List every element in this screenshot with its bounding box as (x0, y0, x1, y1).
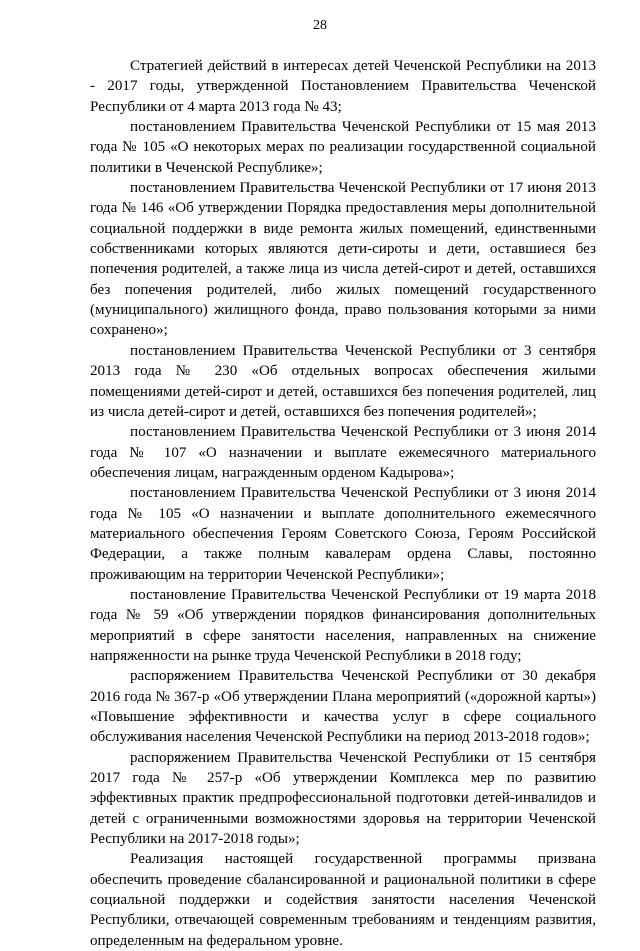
paragraph-strategy: Стратегией действий в интересах детей Чеченской Республики на 2013 - 2017 годы, утвержденной Постановлением Правительства Чеченской Республики от 4 марта 2013 года № 43; (90, 58, 596, 115)
paragraph-resolution-146: постановлением Правительства Чеченской Республики от 17 июня 2013 года № 146 «Об утверждении Порядка предоставления меры дополнительной социальной поддержки в виде ремонта жилых помещений, единственными собственниками которых являются дети-сироты и дети, оставшиеся без попечения родителей, а также лица из числа детей-сирот и детей, оставшихся без попечения родителей, либо жилых помещений государственного (муниципального) жилищного фонда, право пользования которыми за ними сохранено»; (90, 180, 596, 339)
paragraph-resolution-105-2013: постановлением Правительства Чеченской Республики от 15 мая 2013 года № 105 «О некоторых мерах по реализации государственной социальной политики в Чеченской Республике»; (90, 119, 596, 176)
document-body (90, 56, 596, 951)
paragraph-resolution-107: постановлением Правительства Чеченской Республики от 3 июня 2014 года № 107 «О назначении и выплате ежемесячного материального обеспечения лицам, награжденным орденом Кадырова»; (90, 424, 596, 481)
page-number: 28 (313, 18, 327, 33)
paragraph-order-257: распоряжением Правительства Чеченской Республики от 15 сентября 2017 года № 257-р «Об утверждении Комплекса мер по развитию эффективных практик предпрофессиональной подготовки детей-инвалидов и детей с ограниченными возможностями здоровья на территории Чеченской Республики на 2017-2018 годы»; (90, 749, 596, 848)
paragraph-order-367: распоряжением Правительства Чеченской Республики от 30 декабря 2016 года № 367-р «Об утверждении Плана мероприятий («дорожной карты») «Повышение эффективности и качества услуг в сфере социального обслуживания населения Чеченской Республики на период 2013-2018 годов»; (90, 668, 596, 746)
paragraph-resolution-59: постановление Правительства Чеченской Республики от 19 марта 2018 года № 59 «Об утверждении порядков финансирования дополнительных мероприятий в сфере занятости населения, направленных на снижение напряженности на рынке труда Чеченской Республики в 2018 году; (90, 586, 596, 664)
paragraph-resolution-230: постановлением Правительства Чеченской Республики от 3 сентября 2013 года № 230 «Об отдельных вопросах обеспечения жилыми помещениями детей-сирот и детей, оставшихся без попечения родителей, лиц из числа детей-сирот и детей, оставшихся без попечения родителей»; (90, 342, 596, 420)
paragraph-resolution-105-2014: постановлением Правительства Чеченской Республики от 3 июня 2014 года № 105 «О назначении и выплате дополнительного ежемесячного материального обеспечения Героям Советского Союза, Героям Российской Федерации, а также полным кавалерам ордена Славы, постоянно проживающим на территории Чеченской Республики»; (90, 485, 596, 583)
paragraph-program-summary: Реализация настоящей государственной программы призвана обеспечить проведение сбалансированной и рациональной политики в сфере социальной поддержки и содействия занятости населения Чеченской Республики, отвечающей современным требованиям и тенденциям развития, определенным на федеральном уровне. (90, 851, 596, 949)
